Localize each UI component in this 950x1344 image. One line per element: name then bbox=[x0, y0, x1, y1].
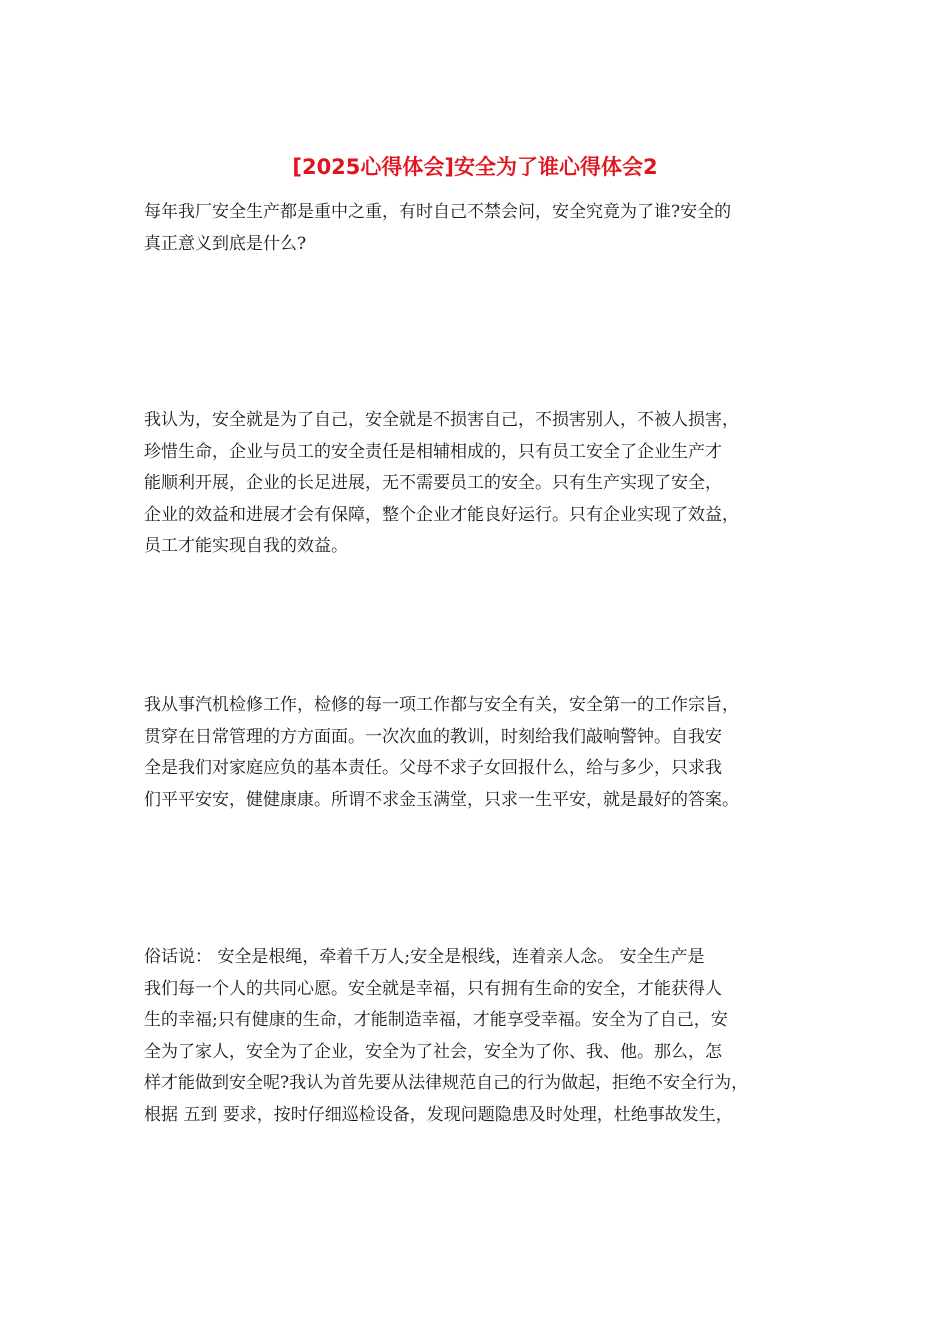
paragraph-line: 生的幸福;只有健康的生命，才能制造幸福，才能享受幸福。安全为了自己，安 bbox=[144, 1010, 728, 1030]
paragraph-line: 员工才能实现自我的效益。 bbox=[144, 536, 348, 556]
document-title: [2025心得体会]安全为了谁心得体会2 bbox=[292, 155, 658, 179]
paragraph-line: 我们每一个人的共同心愿。安全就是幸福，只有拥有生命的安全，才能获得人 bbox=[144, 978, 722, 999]
paragraph-2 bbox=[144, 405, 814, 563]
paragraph-line: 全为了家人，安全为了企业，安全为了社会，安全为了你、我、他。那么，怎 bbox=[144, 1041, 722, 1062]
paragraph-line: 们平平安安，健健康康。所谓不求金玉满堂，只求一生平安，就是最好的答案。 bbox=[144, 789, 739, 810]
paragraph-line: 我认为，安全就是为了自己，安全就是不损害自己，不损害别人，不被人损害， bbox=[144, 410, 739, 430]
paragraph-line: 全是我们对家庭应负的基本责任。父母不求子女回报什么，给与多少，只求我 bbox=[144, 758, 722, 778]
paragraph-line: 我从事汽机检修工作，检修的每一项工作都与安全有关，安全第一的工作宗旨， bbox=[144, 695, 739, 715]
paragraph-line: 俗话说： 安全是根绳，牵着千万人;安全是根线，连着亲人念。 安全生产是 bbox=[144, 947, 705, 967]
paragraph-line: 样才能做到安全呢?我认为首先要从法律规范自己的行为做起，拒绝不安全行为， bbox=[144, 1073, 749, 1093]
paragraph-line: 珍惜生命，企业与员工的安全责任是相辅相成的，只有员工安全了企业生产才 bbox=[144, 441, 722, 462]
paragraph-3 bbox=[144, 690, 814, 816]
paragraph-line: 贯穿在日常管理的方方面面。一次次血的教训，时刻给我们敲响警钟。自我安 bbox=[144, 726, 722, 747]
paragraph-line: 企业的效益和进展才会有保障，整个企业才能良好运行。只有企业实现了效益， bbox=[144, 504, 739, 525]
paragraph-4 bbox=[144, 942, 814, 1131]
paragraph-line: 根据 五到 要求，按时仔细巡检设备，发现问题隐患及时处理，杜绝事故发生， bbox=[144, 1104, 733, 1125]
paragraph-line: 能顺利开展，企业的长足进展，无不需要员工的安全。只有生产实现了安全， bbox=[144, 473, 722, 493]
paragraph-1 bbox=[144, 197, 814, 260]
paragraph-line: 每年我厂安全生产都是重中之重，有时自己不禁会问，安全究竟为了谁?安全的 bbox=[144, 202, 732, 222]
paragraph-line: 真正意义到底是什么? bbox=[144, 233, 307, 254]
